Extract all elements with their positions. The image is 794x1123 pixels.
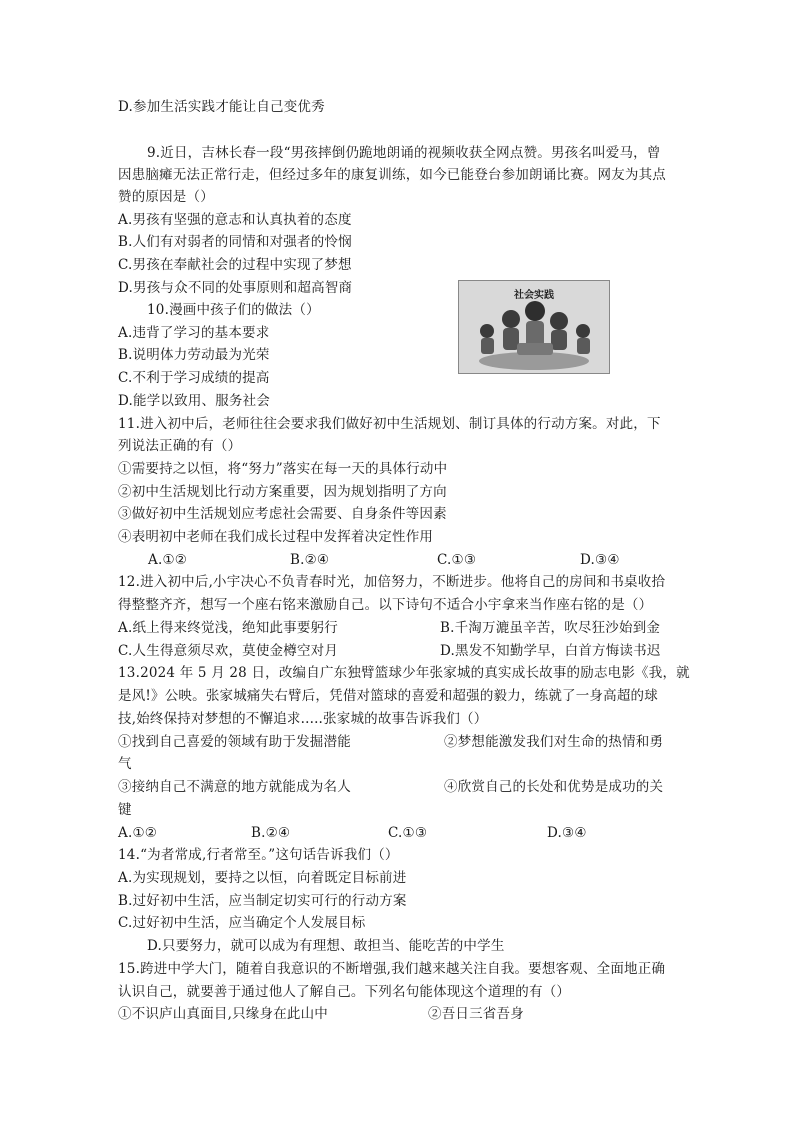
q13-item-4-cont: 键 xyxy=(118,802,132,818)
q12-option-d: D.黑发不知勤学早，白首方悔读书迟 xyxy=(440,643,661,659)
q11-option-b: B.②④ xyxy=(290,552,330,568)
q9-stem-2: 因患脑瘫无法正常行走，但经过多年的康复训练，如今已能登台参加朗诵比赛。网友为其点 xyxy=(118,167,666,183)
q9-option-a: A.男孩有坚强的意志和认真执着的态度 xyxy=(118,212,352,228)
cartoon-image xyxy=(458,280,610,374)
q9-option-d: D.男孩与众不同的处事原则和超高智商 xyxy=(118,280,353,296)
q9-option-b: B.人们有对弱者的同情和对强者的怜悯 xyxy=(118,234,352,250)
q11-item-2: ②初中生活规划比行动方案重要，因为规划指明了方向 xyxy=(118,484,447,500)
q11-option-a: A.①② xyxy=(148,552,188,568)
q11-item-3: ③做好初中生活规划应考虑社会需要、自身条件等因素 xyxy=(118,506,447,522)
q13-option-b: B.②④ xyxy=(251,825,291,841)
q11-stem-2: 列说法正确的有（） xyxy=(118,438,242,454)
q10-option-b: B.说明体力劳动最为光荣 xyxy=(118,347,270,363)
q13-option-a: A.①② xyxy=(118,825,158,841)
q14-stem: 14.“为者常成,行者常至。”这句话告诉我们（） xyxy=(118,847,399,863)
q13-item-1: ①找到自己喜爱的领域有助于发掘潜能 xyxy=(118,734,351,750)
q11-option-c: C.①③ xyxy=(437,552,477,568)
q15-item-2: ②吾日三省吾身 xyxy=(428,1006,524,1022)
q13-item-4: ④欣赏自己的长处和优势是成功的关 xyxy=(444,779,664,795)
q11-stem-1: 11.进入初中后，老师往往会要求我们做好初中生活规划、制订具体的行动方案。对此，下 xyxy=(118,416,661,432)
q10-stem: 10.漫画中孩子们的做法（） xyxy=(147,302,320,318)
q14-option-b: B.过好初中生活，应当制定切实可行的行动方案 xyxy=(118,893,407,909)
cartoon-illustration xyxy=(459,281,609,373)
q13-stem-3: 技,始终保持对梦想的不懈追求.....张家城的故事告诉我们（） xyxy=(118,711,488,727)
q9-stem-3: 赞的原因是（） xyxy=(118,189,214,205)
q10-option-a: A.违背了学习的基本要求 xyxy=(118,325,270,341)
q13-option-d: D.③④ xyxy=(547,825,587,841)
q14-option-a: A.为实现规划，要持之以恒，向着既定目标前进 xyxy=(118,870,407,886)
q15-item-1: ①不识庐山真面目,只缘身在此山中 xyxy=(118,1006,328,1022)
q9-stem-1: 9.近日，吉林长春一段“男孩摔倒仍跪地朗诵的视频收获全网点赞。男孩名叫爱马，曾 xyxy=(147,145,661,161)
q15-stem-1: 15.跨进中学大门，随着自我意识的不断增强,我们越来越关注自我。要想客观、全面地正确 xyxy=(118,961,666,977)
q14-option-c: C.过好初中生活，应当确定个人发展目标 xyxy=(118,915,366,931)
q13-stem-2: 是风!》公映。张家城痛失右臂后，凭借对篮球的喜爱和超强的毅力，练就了一身高超的球 xyxy=(118,688,658,704)
q11-item-1: ①需要持之以恒，将“努力”落实在每一天的具体行动中 xyxy=(118,461,448,477)
q11-item-4: ④表明初中老师在我们成长过程中发挥着决定性作用 xyxy=(118,529,434,545)
q11-option-d: D.③④ xyxy=(580,552,620,568)
q10-option-c: C.不利于学习成绩的提高 xyxy=(118,370,270,386)
q13-item-2: ②梦想能激发我们对生命的热情和勇 xyxy=(444,734,664,750)
cartoon-title: 社会实践 xyxy=(514,290,554,301)
q13-item-3: ③接纳自己不满意的地方就能成为名人 xyxy=(118,779,351,795)
option-d-prev: D.参加生活实践才能让自己变优秀 xyxy=(118,99,325,115)
q15-stem-2: 认识自己，就要善于通过他人了解自己。下列名句能体现这个道理的有（） xyxy=(118,984,571,1000)
q10-option-d: D.能学以致用、服务社会 xyxy=(118,393,271,409)
q13-item-2-cont: 气 xyxy=(118,756,132,772)
q13-stem-1: 13.2024 年 5 月 28 日，改编自广东独臂篮球少年张家城的真实成长故事的励志电影《我，就 xyxy=(118,665,690,681)
q13-option-c: C.①③ xyxy=(388,825,428,841)
q12-stem-2: 得整整齐齐，想写一个座右铭来激励自己。以下诗句不适合小宇拿来当作座右铭的是（） xyxy=(118,597,653,613)
q12-option-c: C.人生得意须尽欢，莫使金樽空对月 xyxy=(118,643,339,659)
q14-option-d: D.只要努力，就可以成为有理想、敢担当、能吃苦的中学生 xyxy=(147,938,505,954)
q12-stem-1: 12.进入初中后,小宇决心不负青春时光，加倍努力，不断进步。他将自己的房间和书桌收拾 xyxy=(118,574,666,590)
q9-option-c: C.男孩在奉献社会的过程中实现了梦想 xyxy=(118,257,352,273)
q12-option-a: A.纸上得来终觉浅，绝知此事要躬行 xyxy=(118,620,338,636)
q12-option-b: B.千淘万漉虽辛苦，吹尽狂沙始到金 xyxy=(440,620,661,636)
